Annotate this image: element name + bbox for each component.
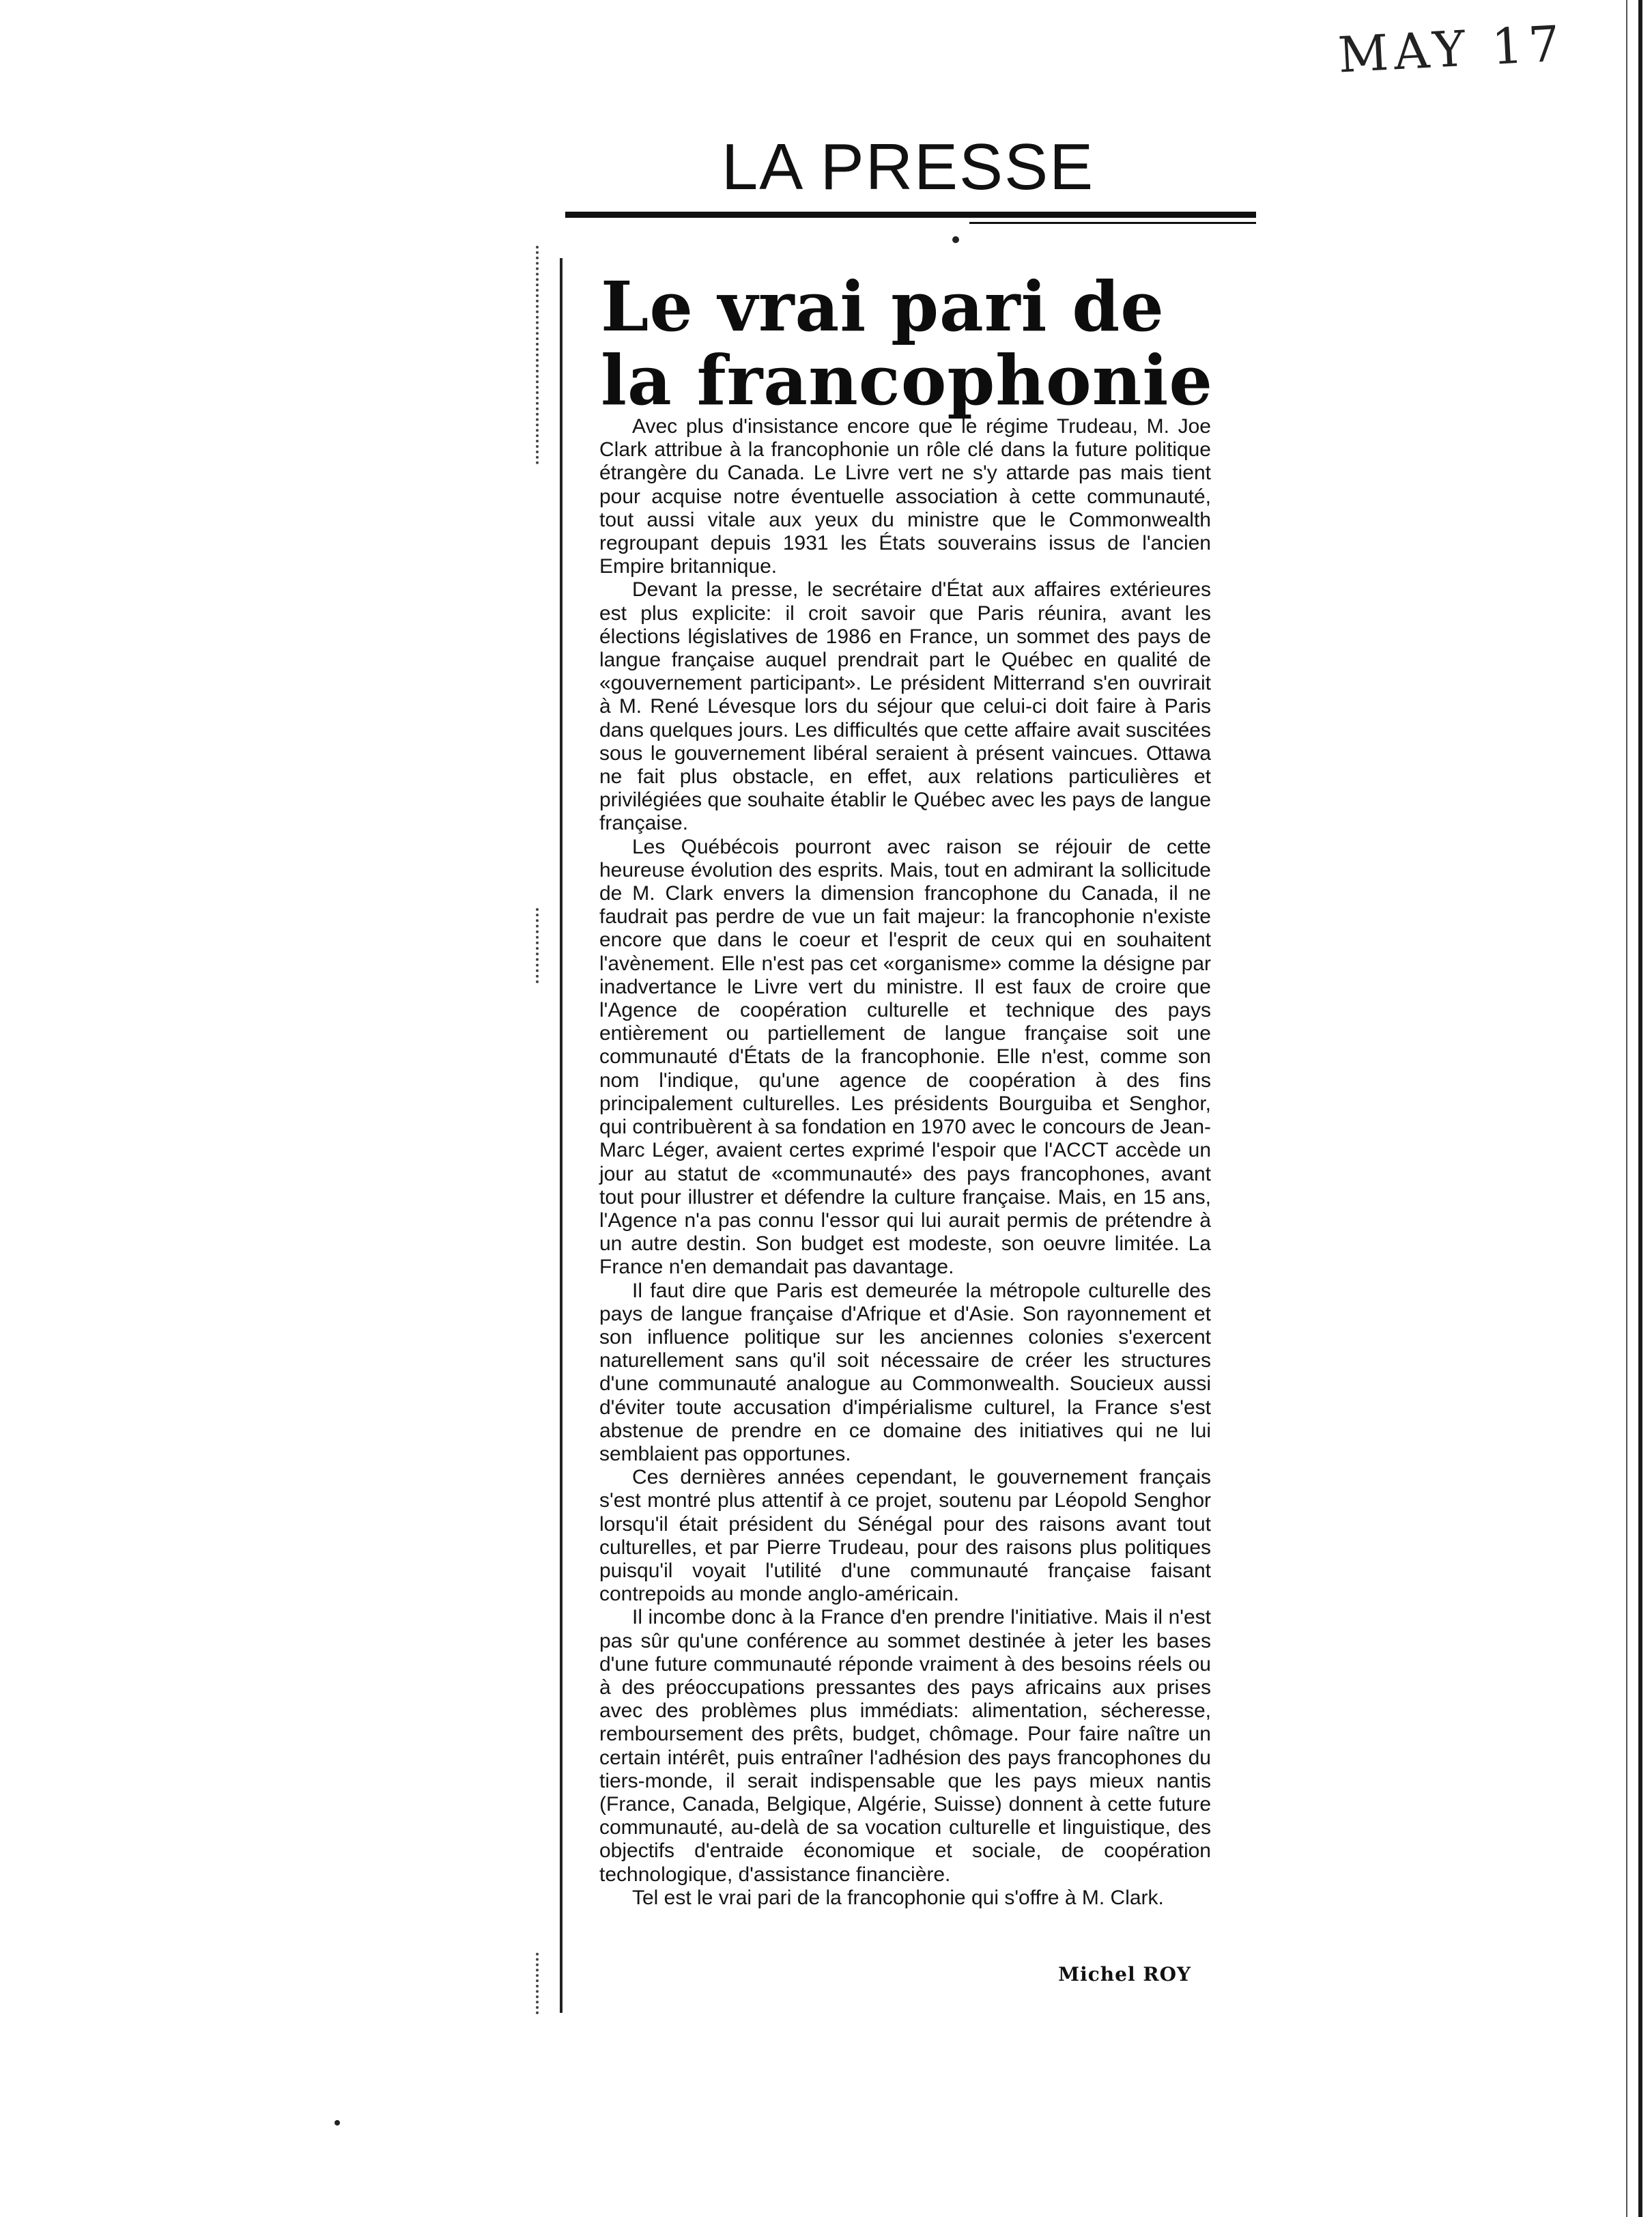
scan-border-thin — [1626, 0, 1627, 2217]
article-paragraph: Il faut dire que Paris est demeurée la métropole culturelle des pays de langue française d'Afrique et d'Asie. Son rayonnement et son influence politique sur les anciennes colonies s'exercent naturellement sans qu'il soit nécessaire de créer les structures d'une communauté analogue au Commonwealth. Soucieux aussi d'éviter toute accusation d'impérialisme culturel, la France s'est abstenue de prendre en ce domaine des initiatives qui ne lui semblaient pas opportunes. — [599, 1279, 1211, 1465]
article-paragraph: Il incombe donc à la France d'en prendre l'initiative. Mais il n'est pas sûr qu'une conférence au sommet destinée à jeter les bases d'une future communauté réponde vraiment à des besoins réels ou à des préoccupations pressantes des pays africains aux prises avec des problèmes plus immédiats: alimentation, sécheresse, remboursement des prêts, budget, chômage. Pour faire naître un certain intérêt, puis entraîner l'adhésion des pays francophones du tiers-monde, il serait indispensable que les pays mieux nantis (France, Canada, Belgique, Algérie, Suisse) donnent à cette future communauté, au-delà de sa vocation culturelle et linguistique, des objectifs d'entraide économique et sociale, de coopération technologique, d'assistance financière. — [599, 1606, 1211, 1886]
column-rule — [560, 258, 562, 2013]
handwritten-date: MAY 17 — [1337, 14, 1567, 84]
masthead-rule-thin — [969, 222, 1256, 224]
scan-speck — [334, 2120, 340, 2126]
headline-line-1: Le vrai pari de — [601, 266, 1165, 347]
scan-border — [1638, 0, 1642, 2217]
article-paragraph: Devant la presse, le secrétaire d'État aux affaires extérieures est plus explicite: il croit savoir que Paris réunira, avant les élections législatives de 1986 en France, un sommet des pays de langue française auquel prendrait part le Québec en qualité de «gouvernement participant». Le président Mitterrand s'en ouvrirait à M. René Lévesque lors du séjour que celui-ci doit faire à Paris dans quelques jours. Les difficultés que cette affaire avait suscitées sous le gouvernement libéral seraient à présent vaincues. Ottawa ne fait plus obstacle, en effet, aux relations particulières et privilégiées que souhaite établir le Québec avec les pays de langue française. — [599, 578, 1211, 835]
clipping-cut-mark — [536, 908, 539, 983]
article-paragraph: Ces dernières années cependant, le gouvernement français s'est montré plus attentif à ce projet, soutenu par Léopold Senghor lorsqu'il était président du Sénégal pour des raisons avant tout culturelles, et par Pierre Trudeau, pour des raisons plus politiques puisqu'il voyait l'utilité d'une communauté française faisant contrepoids au monde anglo-américain. — [599, 1466, 1211, 1606]
article-headline — [601, 266, 1215, 421]
article-paragraph: Les Québécois pourront avec raison se réjouir de cette heureuse évolution des esprits. Mais, tout en admirant la sollicitude de M. Clark envers la dimension francophone du Canada, il ne faudrait pas perdre de vue un fait majeur: la francophonie n'existe encore que dans le coeur et l'esprit de ceux qui en souhaitent l'avènement. Elle n'est pas cet «organisme» comme la désigne par inadvertance le Livre vert du ministre. Il est faux de croire que l'Agence de coopération culturelle et technique des pays entièrement ou partiellement de langue française soit une communauté d'États de la francophonie. Elle n'est, comme son nom l'indique, qu'une agence de coopération à des fins principalement culturelles. Les présidents Bourguiba et Senghor, qui contribuèrent à sa fondation en 1970 avec le concours de Jean-Marc Léger, avaient certes exprimé l'espoir que l'ACCT accède un jour au statut de «communauté» des pays francophones, avant tout pour illustrer et défendre la culture française. Mais, en 15 ans, l'Agence n'a pas connu l'essor qui lui aurait permis de prétendre à un autre destin. Son budget est modeste, son oeuvre limitée. La France n'en demandait pas davantage. — [599, 835, 1211, 1279]
publication-masthead: LA PRESSE — [721, 130, 1095, 203]
headline-line-2: la francophonie — [601, 340, 1214, 421]
clipping-cut-mark — [536, 246, 539, 464]
clipping-cut-mark — [536, 1953, 539, 2014]
article-body — [599, 415, 1211, 1910]
masthead-rule — [565, 212, 1256, 218]
article-paragraph: Tel est le vrai pari de la francophonie qui s'offre à M. Clark. — [632, 1886, 1164, 1909]
article-byline: Michel ROY — [1058, 1963, 1191, 1986]
scan-speck — [952, 236, 959, 243]
article-paragraph: Avec plus d'insistance encore que le régime Trudeau, M. Joe Clark attribue à la francophonie un rôle clé dans la future politique étrangère du Canada. Le Livre vert ne s'y attarde pas mais tient pour acquise notre éventuelle association à cette communauté, tout aussi vitale aux yeux du ministre que le Commonwealth regroupant depuis 1931 les États souverains issus de l'ancien Empire britannique. — [599, 415, 1211, 578]
